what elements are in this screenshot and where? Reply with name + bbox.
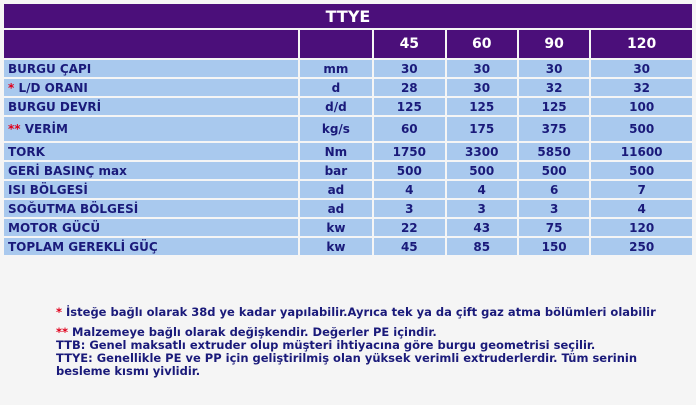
column-header: 120 — [591, 30, 692, 58]
table-row — [4, 219, 692, 236]
row-value: 32 — [519, 79, 589, 96]
table-row — [4, 79, 692, 96]
row-label-cell — [4, 79, 298, 96]
row-unit: ad — [300, 181, 372, 198]
row-value: 1750 — [374, 143, 444, 160]
row-value: 3 — [519, 200, 589, 217]
row-unit: d/d — [300, 98, 372, 115]
row-value: 45 — [374, 238, 444, 255]
row-value: 150 — [519, 238, 589, 255]
footnote-text: İsteğe bağlı olarak 38d ye kadar yapılabilir.Ayrıca tek ya da çift gaz atma bölümleri olabilir — [66, 305, 656, 319]
row-value: 375 — [519, 117, 589, 141]
header-unit-blank-cell — [300, 30, 372, 58]
table-row — [4, 238, 692, 255]
row-value: 250 — [591, 238, 692, 255]
table-row — [4, 162, 692, 179]
row-value: 120 — [591, 219, 692, 236]
column-header: 60 — [447, 30, 517, 58]
row-value: 11600 — [591, 143, 692, 160]
row-value: 125 — [447, 98, 517, 115]
row-value: 85 — [447, 238, 517, 255]
header-blank-cell — [4, 30, 298, 58]
footnote-text: Malzemeye bağlı olarak değişkendir. Değerler PE içindir. — [72, 325, 437, 339]
row-value: 22 — [374, 219, 444, 236]
footnote-ttb: TTB: Genel maksatlı extruder olup müşteri ihtiyacına göre burgu geometrisi seçilir. — [56, 338, 596, 352]
table-row — [4, 117, 692, 141]
footnotes — [56, 306, 656, 378]
row-value: 125 — [519, 98, 589, 115]
row-value: 3 — [374, 200, 444, 217]
footnote-ttye: TTYE: Genellikle PE ve PP için geliştirilmiş olan yüksek verimli extruderlerdir. Tüm serinin besleme kısmı yivlidir. — [56, 351, 638, 378]
row-value: 500 — [374, 162, 444, 179]
row-value: 30 — [447, 60, 517, 77]
row-value: 4 — [447, 181, 517, 198]
row-value: 100 — [591, 98, 692, 115]
row-value: 3 — [447, 200, 517, 217]
row-value: 3300 — [447, 143, 517, 160]
row-value: 4 — [591, 200, 692, 217]
row-label-cell — [4, 143, 298, 160]
row-label: BURGU ÇAPI — [8, 61, 92, 76]
row-unit: d — [300, 79, 372, 96]
row-label-cell — [4, 200, 298, 217]
table-row — [4, 60, 692, 77]
row-unit: ad — [300, 200, 372, 217]
row-value: 5850 — [519, 143, 589, 160]
row-label: BURGU DEVRİ — [8, 99, 102, 114]
row-label: L/D ORANI — [18, 80, 88, 95]
row-value: 500 — [447, 162, 517, 179]
row-label-cell — [4, 238, 298, 255]
column-header: 90 — [519, 30, 589, 58]
row-star: ** — [8, 122, 21, 136]
row-label-cell — [4, 219, 298, 236]
row-value: 60 — [374, 117, 444, 141]
row-value: 30 — [519, 60, 589, 77]
row-unit: kw — [300, 219, 372, 236]
table-row — [4, 181, 692, 198]
spec-table-container — [2, 2, 694, 257]
row-value: 32 — [591, 79, 692, 96]
row-star: * — [8, 80, 15, 95]
row-unit: kw — [300, 238, 372, 255]
table-row — [4, 200, 692, 217]
row-label-cell — [4, 181, 298, 198]
row-label: ISI BÖLGESİ — [8, 182, 88, 197]
spec-table — [2, 2, 694, 257]
row-label-cell — [4, 162, 298, 179]
table-header-row — [4, 30, 692, 58]
column-header: 45 — [374, 30, 444, 58]
row-value: 4 — [374, 181, 444, 198]
footnote-1 — [56, 306, 656, 319]
row-value: 28 — [374, 79, 444, 96]
row-value: 30 — [591, 60, 692, 77]
row-unit: mm — [300, 60, 372, 77]
row-value: 500 — [591, 117, 692, 141]
table-title: TTYE — [4, 4, 692, 28]
row-value: 7 — [591, 181, 692, 198]
row-value: 500 — [591, 162, 692, 179]
row-value: 125 — [374, 98, 444, 115]
footnote-star: ** — [56, 325, 69, 339]
table-row — [4, 98, 692, 115]
table-row — [4, 143, 692, 160]
row-value: 43 — [447, 219, 517, 236]
row-unit: kg/s — [300, 117, 372, 141]
row-label: TORK — [8, 144, 45, 159]
row-value: 175 — [447, 117, 517, 141]
row-unit: bar — [300, 162, 372, 179]
footnote-star: * — [56, 305, 63, 319]
row-label-cell — [4, 98, 298, 115]
table-title-row — [4, 4, 692, 28]
row-value: 30 — [447, 79, 517, 96]
row-label: SOĞUTMA BÖLGESİ — [8, 201, 139, 216]
row-label: GERİ BASINÇ max — [8, 163, 127, 178]
row-value: 75 — [519, 219, 589, 236]
row-label-cell — [4, 117, 298, 141]
row-label: VERİM — [24, 122, 68, 136]
row-value: 6 — [519, 181, 589, 198]
row-value: 500 — [519, 162, 589, 179]
row-label-cell — [4, 60, 298, 77]
table-body — [4, 60, 692, 255]
row-label: MOTOR GÜCÜ — [8, 220, 101, 235]
row-label: TOPLAM GEREKLİ GÜÇ — [8, 239, 158, 254]
row-value: 30 — [374, 60, 444, 77]
row-unit: Nm — [300, 143, 372, 160]
